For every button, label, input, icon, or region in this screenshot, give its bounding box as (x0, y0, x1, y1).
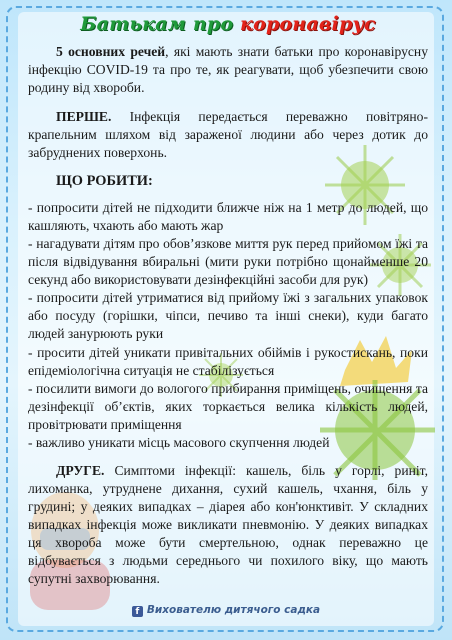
second-label: ДРУГЕ. (56, 462, 105, 478)
second-paragraph (28, 462, 428, 589)
document-body (28, 12, 428, 589)
list-item: - просити дітей уникати привітальних обіймів і рукостискань, поки епідеміологічна ситуація не стабілізується (28, 344, 428, 378)
list-item: - нагадувати дітям про обов’язкове миття рук перед прийомом їжі та після відвідування вбиральні (мити руки потрібно щонайменше 20 секунд або використовувати дезінфекційні засоби для рук) (28, 236, 428, 288)
facebook-icon: f (132, 606, 143, 617)
list-item: - посилити вимоги до вологого прибирання приміщень, очищення та дезінфекції об’єктів, яких торкається велика кількість людей, провітрювати приміщення (28, 380, 428, 432)
list-item: - важливо уникати місць масового скупчення людей (28, 434, 330, 450)
title-part1: Батькам про (80, 13, 241, 35)
second-text: Симптоми інфекції: кашель, біль у горлі, риніт, лихоманка, утруднене дихання, сухий кашель, чхання, біль у грудині; у деяких випадках – діарея або кон'юнктивіт. У складних випадках інфекція може викликати пневмонію. У деяких випадках ця хвороба може бути смертельною, однак переважно це відбувається з людьми середнього чи похилого віку, що мають супутні захворювання. (28, 462, 428, 587)
intro-paragraph (28, 43, 428, 97)
first-paragraph (28, 108, 428, 162)
footer-credit[interactable] (0, 604, 452, 617)
intro-text: , які мають знати батьки про коронавірусну інфекцію COVID-19 та про те, як реагувати, щоб убезпечити свою родину від хвороби. (28, 44, 428, 96)
title-part2: коронавірус (240, 13, 376, 35)
first-text: Інфекція передається переважно повітряно-крапельним шляхом від зараженої людини або через дотик до забруднених поверхонь. (28, 108, 428, 160)
page-title (28, 12, 428, 37)
what-to-do-heading: ЩО РОБИТИ: (56, 172, 153, 189)
footer-text: Вихователю дитячого садка (146, 604, 321, 616)
what-to-do-list (28, 199, 428, 452)
list-item: - попросити дітей не підходити ближче ніж на 1 метр до людей, що кашляють, чхають або мають жар (28, 199, 428, 233)
list-item: - попросити дітей утриматися від прийому їжі з загальних упаковок або посуду (горішки, чіпси, печиво та інші снеки), куди багато людей занурюють руки (28, 290, 428, 342)
intro-bold: 5 основних речей (56, 44, 166, 60)
first-label: ПЕРШЕ. (56, 108, 112, 124)
